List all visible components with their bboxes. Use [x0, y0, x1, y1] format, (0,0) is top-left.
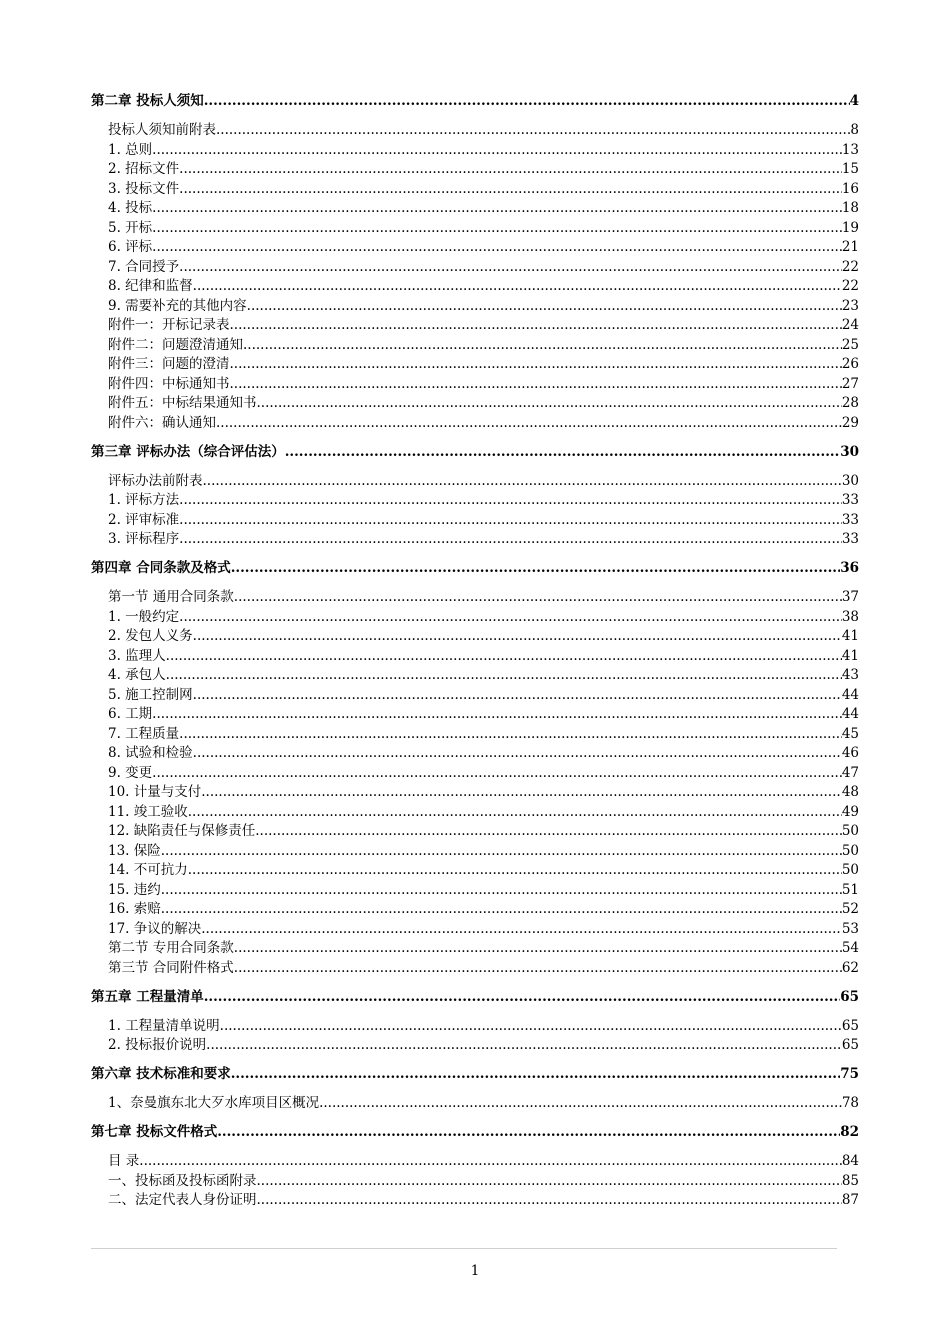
dot-leader [179, 530, 842, 550]
toc-entry-page: 28 [841, 395, 859, 411]
toc-entry-page: 22 [841, 278, 859, 294]
toc-entry-page: 87 [841, 1192, 859, 1208]
toc-chapter-entry[interactable] [91, 1065, 859, 1085]
toc-entry[interactable] [91, 472, 859, 492]
toc-entry-title: 1. 一般约定 [108, 608, 180, 625]
toc-entry[interactable] [91, 277, 859, 297]
toc-entry[interactable] [91, 686, 859, 706]
toc-entry-page: 44 [841, 706, 859, 722]
toc-entry-title: 7. 工程质量 [108, 725, 180, 742]
dot-leader [216, 414, 842, 434]
toc-entry[interactable] [91, 1191, 859, 1211]
dot-leader [152, 141, 842, 161]
toc-entry[interactable] [91, 939, 859, 959]
dot-leader [319, 1094, 842, 1114]
dot-leader [179, 491, 842, 511]
toc-entry[interactable] [91, 199, 859, 219]
dot-leader [231, 1065, 841, 1085]
toc-entry-page: 25 [841, 336, 859, 353]
dot-leader [204, 92, 850, 112]
dot-leader [201, 783, 842, 803]
toc-entry[interactable] [91, 141, 859, 161]
toc-entry-title: 8. 纪律和监督 [108, 278, 193, 294]
toc-entry-page: 36 [840, 560, 859, 576]
toc-entry-page: 22 [841, 258, 859, 275]
dot-leader [161, 900, 842, 920]
toc-entry-title: 1. 工程量清单说明 [108, 1017, 220, 1034]
toc-entry-title: 第三节 合同附件格式 [108, 959, 234, 976]
toc-entry-title: 8. 试验和检验 [108, 745, 193, 761]
toc-chapter-entry[interactable] [91, 443, 859, 463]
toc-entry-page: 30 [840, 443, 859, 460]
toc-entry-page: 41 [841, 647, 859, 664]
toc-entry-title: 3. 评标程序 [108, 531, 180, 547]
toc-entry-title: 4. 投标 [108, 200, 153, 216]
dot-leader [166, 666, 842, 686]
toc-chapter-entry[interactable] [91, 559, 859, 579]
toc-entry[interactable] [91, 861, 859, 881]
dot-leader [243, 336, 842, 356]
dot-leader [179, 180, 842, 200]
dot-leader [193, 744, 842, 764]
toc-entry-page: 27 [841, 375, 859, 392]
toc-entry-page: 33 [841, 492, 859, 508]
dot-leader [217, 1123, 840, 1143]
dot-leader [152, 199, 842, 219]
toc-entry-page: 47 [841, 764, 859, 781]
dot-leader [204, 988, 841, 1008]
toc-entry-page: 52 [841, 901, 859, 917]
toc-entry-page: 78 [841, 1095, 859, 1111]
dot-leader [193, 686, 842, 706]
toc-entry[interactable] [91, 783, 859, 803]
toc-entry-page: 43 [841, 667, 859, 683]
dot-leader [188, 861, 842, 881]
toc-entry-page: 24 [841, 317, 859, 333]
toc-entry-title: 1. 评标方法 [108, 492, 180, 508]
toc-entry[interactable] [91, 608, 859, 628]
dot-leader [193, 277, 842, 297]
dot-leader [220, 1017, 842, 1037]
dot-leader [206, 1036, 842, 1056]
toc-entry[interactable] [91, 375, 859, 395]
dot-leader [234, 588, 842, 608]
dot-leader [255, 822, 842, 842]
toc-entry-page: 26 [841, 356, 859, 372]
toc-entry[interactable] [91, 394, 859, 414]
toc-entry-page: 23 [841, 297, 859, 314]
dot-leader [234, 959, 842, 979]
toc-entry-page: 13 [841, 141, 859, 158]
toc-entry-page: 38 [841, 608, 859, 625]
toc-entry-page: 54 [841, 940, 859, 956]
toc-entry-title: 12. 缺陷责任与保修责任 [108, 823, 256, 839]
toc-entry[interactable] [91, 530, 859, 550]
dot-leader [285, 443, 841, 463]
dot-leader [257, 394, 842, 414]
toc-entry-title: 13. 保险 [108, 842, 161, 859]
dot-leader [152, 238, 842, 258]
dot-leader [161, 842, 842, 862]
toc-entry-page: 30 [841, 472, 859, 489]
dot-leader [230, 316, 842, 336]
toc-entry-page: 84 [841, 1153, 859, 1169]
dot-leader [188, 803, 842, 823]
toc-entry-page: 85 [841, 1172, 859, 1189]
toc-entry-title: 17. 争议的解决 [108, 920, 202, 937]
toc-entry[interactable] [91, 725, 859, 745]
toc-entry-title: 投标人须知前附表 [108, 122, 216, 138]
toc-entry[interactable] [91, 647, 859, 667]
toc-entry-page: 44 [841, 686, 859, 703]
toc-entry-page: 45 [841, 725, 859, 742]
toc-entry[interactable] [91, 1036, 859, 1056]
toc-entry-title: 5. 开标 [108, 219, 153, 236]
toc-entry[interactable] [91, 316, 859, 336]
toc-entry[interactable] [91, 881, 859, 901]
toc-entry[interactable] [91, 336, 859, 356]
toc-entry-page: 65 [840, 988, 859, 1005]
dot-leader [161, 881, 842, 901]
dot-leader [247, 297, 842, 317]
toc-entry-page: 82 [840, 1124, 859, 1140]
toc-entry[interactable] [91, 238, 859, 258]
toc-entry-title: 目 录 [108, 1153, 140, 1169]
toc-entry[interactable] [91, 959, 859, 979]
toc-entry[interactable] [91, 258, 859, 278]
dot-leader [203, 472, 842, 492]
toc-chapter-entry[interactable] [91, 988, 859, 1008]
page-number: 1 [470, 1263, 480, 1279]
dot-leader [179, 608, 842, 628]
toc-entry-title: 10. 计量与支付 [108, 784, 202, 800]
toc-entry[interactable] [91, 822, 859, 842]
toc-entry-title: 4. 承包人 [108, 667, 166, 683]
toc-entry[interactable] [91, 121, 859, 141]
toc-entry[interactable] [91, 744, 859, 764]
toc-entry-page: 46 [841, 745, 859, 761]
toc-entry-page: 33 [841, 531, 859, 547]
toc-chapter-entry[interactable] [91, 92, 859, 112]
toc-entry[interactable] [91, 920, 859, 940]
toc-entry-title: 附件三：问题的澄清 [108, 356, 230, 372]
toc-entry-page: 16 [841, 180, 859, 197]
toc-entry[interactable] [91, 414, 859, 434]
toc-entry-title: 附件一：开标记录表 [108, 317, 230, 333]
toc-entry[interactable] [91, 491, 859, 511]
toc-entry-title: 第四章 合同条款及格式 [91, 560, 231, 576]
toc-entry[interactable] [91, 764, 859, 784]
toc-entry-title: 5. 施工控制网 [108, 686, 193, 703]
footer-divider [91, 1248, 837, 1249]
toc-entry-title: 3. 投标文件 [108, 180, 180, 197]
dot-leader [166, 647, 842, 667]
toc-entry-title: 16. 索赔 [108, 901, 161, 917]
dot-leader [139, 1152, 842, 1172]
toc-entry-title: 1. 总则 [108, 141, 153, 158]
toc-entry[interactable] [91, 219, 859, 239]
toc-entry-title: 第六章 技术标准和要求 [91, 1066, 231, 1082]
toc-entry-title: 附件四：中标通知书 [108, 375, 230, 392]
toc-entry-title: 第二节 专用合同条款 [108, 940, 234, 956]
toc-entry-title: 7. 合同授予 [108, 258, 180, 275]
toc-entry[interactable] [91, 1152, 859, 1172]
toc-entry-title: 第三章 评标办法（综合评估法） [91, 443, 285, 460]
toc-entry-title: 14. 不可抗力 [108, 862, 188, 878]
toc-entry-page: 33 [841, 511, 859, 528]
toc-entry[interactable] [91, 355, 859, 375]
toc-entry-page: 37 [841, 589, 859, 605]
dot-leader [152, 219, 842, 239]
toc-entry-title: 6. 工期 [108, 706, 153, 722]
toc-entry[interactable] [91, 900, 859, 920]
toc-chapter-entry[interactable] [91, 1123, 859, 1143]
toc-entry[interactable] [91, 842, 859, 862]
dot-leader [234, 939, 842, 959]
toc-entry-page: 21 [841, 239, 859, 255]
toc-entry-page: 50 [841, 862, 859, 878]
toc-entry-title: 1、奈曼旗东北大歹水库项目区概况 [108, 1095, 320, 1111]
toc-entry-title: 二、法定代表人身份证明 [108, 1192, 257, 1208]
toc-entry[interactable] [91, 627, 859, 647]
toc-entry-page: 29 [841, 414, 859, 431]
toc-entry-page: 62 [841, 959, 859, 976]
toc-entry-page: 53 [841, 920, 859, 937]
toc-entry-page: 8 [850, 122, 859, 138]
toc-entry-title: 附件六：确认通知 [108, 414, 216, 431]
dot-leader [179, 511, 842, 531]
toc-entry[interactable] [91, 180, 859, 200]
dot-leader [179, 725, 842, 745]
toc-entry-title: 9. 需要补充的其他内容 [108, 297, 247, 314]
toc-entry-title: 附件五：中标结果通知书 [108, 395, 257, 411]
toc-entry-page: 15 [841, 161, 859, 177]
toc-entry-title: 第五章 工程量清单 [91, 988, 204, 1005]
toc-entry[interactable] [91, 511, 859, 531]
toc-entry-title: 11. 竣工验收 [108, 803, 188, 820]
toc-entry-page: 41 [841, 628, 859, 644]
toc-entry[interactable] [91, 1017, 859, 1037]
dot-leader [231, 559, 841, 579]
dot-leader [230, 375, 842, 395]
toc-entry-title: 第二章 投标人须知 [91, 93, 204, 109]
toc-entry-page: 19 [841, 219, 859, 236]
toc-entry-page: 48 [841, 784, 859, 800]
toc-entry-page: 50 [841, 842, 859, 859]
toc-entry-title: 一、投标函及投标函附录 [108, 1172, 257, 1189]
toc-entry[interactable] [91, 160, 859, 180]
dot-leader [201, 920, 842, 940]
dot-leader [179, 160, 842, 180]
dot-leader [193, 627, 842, 647]
toc-entry-title: 9. 变更 [108, 764, 153, 781]
dot-leader [152, 705, 842, 725]
dot-leader [179, 258, 842, 278]
toc-entry-page: 65 [841, 1037, 859, 1053]
toc-entry-title: 2. 投标报价说明 [108, 1037, 207, 1053]
toc-entry-page: 75 [840, 1066, 859, 1082]
toc-entry-page: 18 [841, 200, 859, 216]
toc-entry-title: 15. 违约 [108, 881, 161, 898]
toc-entry[interactable] [91, 1094, 859, 1114]
toc-entry-title: 2. 发包人义务 [108, 628, 193, 644]
toc-entry-title: 附件二：问题澄清通知 [108, 336, 243, 353]
dot-leader [152, 764, 842, 784]
toc-entry[interactable] [91, 705, 859, 725]
toc-entry-page: 51 [841, 881, 859, 898]
toc-entry-title: 2. 招标文件 [108, 161, 180, 177]
toc-entry-title: 6. 评标 [108, 239, 153, 255]
toc-entry[interactable] [91, 1172, 859, 1192]
dot-leader [257, 1172, 842, 1192]
dot-leader [216, 121, 850, 141]
toc-entry-page: 50 [841, 823, 859, 839]
toc-entry[interactable] [91, 803, 859, 823]
toc-entry-title: 2. 评审标准 [108, 511, 180, 528]
toc-entry-page: 4 [849, 93, 859, 109]
toc-entry[interactable] [91, 588, 859, 608]
toc-entry-title: 第一节 通用合同条款 [108, 589, 234, 605]
toc-entry[interactable] [91, 297, 859, 317]
toc-entry-title: 评标办法前附表 [108, 472, 203, 489]
table-of-contents [91, 92, 859, 1211]
toc-entry[interactable] [91, 666, 859, 686]
toc-entry-title: 3. 监理人 [108, 647, 166, 664]
dot-leader [230, 355, 842, 375]
toc-entry-page: 49 [841, 803, 859, 820]
toc-entry-page: 65 [841, 1017, 859, 1034]
toc-entry-title: 第七章 投标文件格式 [91, 1124, 218, 1140]
dot-leader [257, 1191, 842, 1211]
